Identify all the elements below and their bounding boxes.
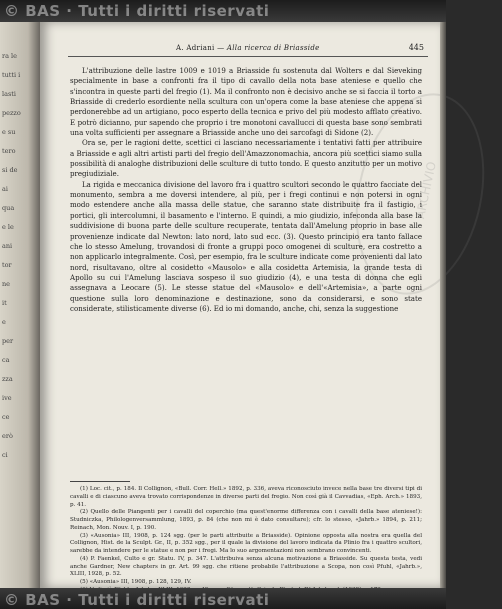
paragraph: Ora se, per le ragioni dette, scettici ci lasciano necessariamente i tentativi fatti per attribuire a Briasside e agli altri artisti parti del fregio dell'Amazzonomachia, ancora più scettici siamo sulla possibilità di analoghe distribuzioni delle sculture di tutto tondo. E questo anzitutto per un motivo pregiudiziale. — [70, 138, 422, 179]
facing-page-fragment: e su — [2, 128, 16, 136]
facing-page-edge — [0, 22, 40, 588]
facing-page-fragment: ai — [2, 185, 8, 193]
facing-page-fragment: qua — [2, 204, 15, 212]
header-author: A. Adriani — [176, 44, 215, 52]
facing-page-fragment: zza — [2, 375, 13, 383]
book-page — [40, 22, 440, 588]
footnote-rule — [70, 481, 130, 482]
facing-page-fragment: e — [2, 318, 6, 326]
page-number: 445 — [408, 43, 424, 52]
stamp-text: ARCHIVIO — [413, 160, 439, 221]
facing-page-fragment: erò — [2, 432, 13, 440]
facing-page-fragment: ive — [2, 394, 12, 402]
page-right-edge — [440, 22, 446, 588]
facing-page-fragment: e le — [2, 223, 14, 231]
facing-page-fragment: ce — [2, 413, 10, 421]
watermark-top: © BAS · Tutti i diritti riservati — [4, 2, 270, 20]
body-text — [70, 66, 422, 314]
running-header — [68, 42, 428, 57]
footnote: (3) «Ausonia» III, 1908, p. 124 sgg. (per le parti attribuite a Briasside). Opinione opposta alla nostra era quella del Collignon, Hist. de la Sculpt. Gr., II, p. 352 sgg., per il quale la divisione del lavoro indicata da Plinio fra i quattro scultori, sarebbe da intendere per le statue e non per i fregi. Ma lo suo argomentazioni non sembrano convincenti. — [70, 532, 422, 554]
facing-page-fragment: ne — [2, 280, 11, 288]
facing-page-fragment: pezzo — [2, 109, 21, 117]
facing-page-fragment: it — [2, 299, 7, 307]
facing-page-fragment: tutti i — [2, 71, 21, 79]
facing-page-fragment: ani — [2, 242, 13, 250]
footnote: (1) Loc. cit., p. 184. Il Collignon, «Bull. Corr. Hell.» 1892, p. 336, aveva riconosciuto invece nella base tre diversi tipi di cavalli e di ciascuno aveva trovato corrispondenze in diverse parti del fregio. Non così già il Cavvadias, «Eph. Arch.» 1893, p. 41. — [70, 486, 422, 508]
footnote: (5) «Ausonia» III, 1908, p. 128, 129, IV. — [80, 579, 192, 585]
footnotes — [70, 486, 422, 595]
running-head — [176, 44, 320, 52]
header-title: — Alla ricerca di Briasside — [217, 44, 320, 52]
facing-page-fragment: per — [2, 337, 14, 345]
watermark-bottom: © BAS · Tutti i diritti riservati — [4, 591, 270, 609]
paragraph: La rigida e meccanica divisione del lavoro fra i quattro scultori secondo le quattro facciate del monumento, sembra a me doversi intendere, al più, per i fregi continui e non potersi in ogni modo estendere anche alla massa delle statue, che saranno state distribuite fra il fastigio, i portici, gli intercolumni, il basamento e l'interno. E quindi, a mio giudizio, infeconda alla base la suddivisione di buona parte delle sculture recuperate, tentata dall'Amelung proprio in base alle provenienze indicate dal Newton: lato nord, lato sud ecc. (3). Questo principio era tanto fallace che lo stesso Amelung, trovandosi di fronte a gruppi poco omogenei di sculture, era costretto a non applicarlo integralmente. Così, per esempio, fra le sculture indicate come provenienti dal lato nord, risultavano, oltre al cosidetto «Mausolo» e alla cosidetta Artemisia, la grande testa di Apollo su cui l'Amelung lasciava sospeso il suo giudizio (4), e una testa di donna che egli assegnava a Leocare (5). Le stesse statue del «Mausolo» e dell'«Artemisia», a parte ogni questione sulla loro denominazione e destinazione, sono da considerarsi, e sono state considerate, stilisticamente diverse (6). Ed io mi domando, anche, chi, senza la suggestione — [70, 179, 422, 313]
facing-page-fragment: tero — [2, 147, 16, 155]
facing-page-fragment: tor — [2, 261, 12, 269]
facing-page-fragment: si de — [2, 166, 18, 174]
footnote: (2) Quello delle Piangenti per i cavalli del coperchio (ma quest'enorme differenza con i cavalli della base ateniese!): Studniczka, Philologenversammlung, 1893, p. 84 (che non mi è dato consultare); cfr. lo stesso, «Jahrb.» 1894, p. 211; Reinach, Mon. Nouv. I, p. 190. — [70, 509, 422, 531]
facing-page-fragment: ra le — [2, 52, 17, 60]
footnote: (4) P. Faenkel, Culto e gr. Statu. IV, p. 347. L'attribuiva senza alcuna motivazione a Briasside. Su questa testa, vedi anche Gardner, New chapters in gr. Art. 99 sgg. che ritiene probabile l'attribuzione a Scopa, non così Pfuhl, «Jahrb.», XLIII, 1928, p. 52. — [70, 555, 422, 578]
paragraph: L'attribuzione delle lastre 1009 e 1019 a Briasside fu sostenuta dal Wolters e dal Sieveking specialmente in base a confronti fra il tipo di cavallo della nota base ateniese e quello che s'incontra in queste parti del fregio (1). Ma il confronto non è decisivo anche se si faccia il torto a Briasside di crederlo esordiente nella scultura con un'opera come la base ateniese che appena si perdonerebbe ad un artigiano, poco esperto della tecnica e privo del più modesto afflato creativo. E potrò dicianno, pur sapendo che proprio i tre monotoni cavallucci di questa base sono sembrati una volta sufficienti per assegnare a Briasside anche uno dei sarcofagi di Sidone (2). — [70, 66, 422, 138]
facing-page-fragment: ci — [2, 451, 8, 459]
facing-page-fragment: lasti — [2, 90, 16, 98]
facing-page-fragment: ca — [2, 356, 10, 364]
